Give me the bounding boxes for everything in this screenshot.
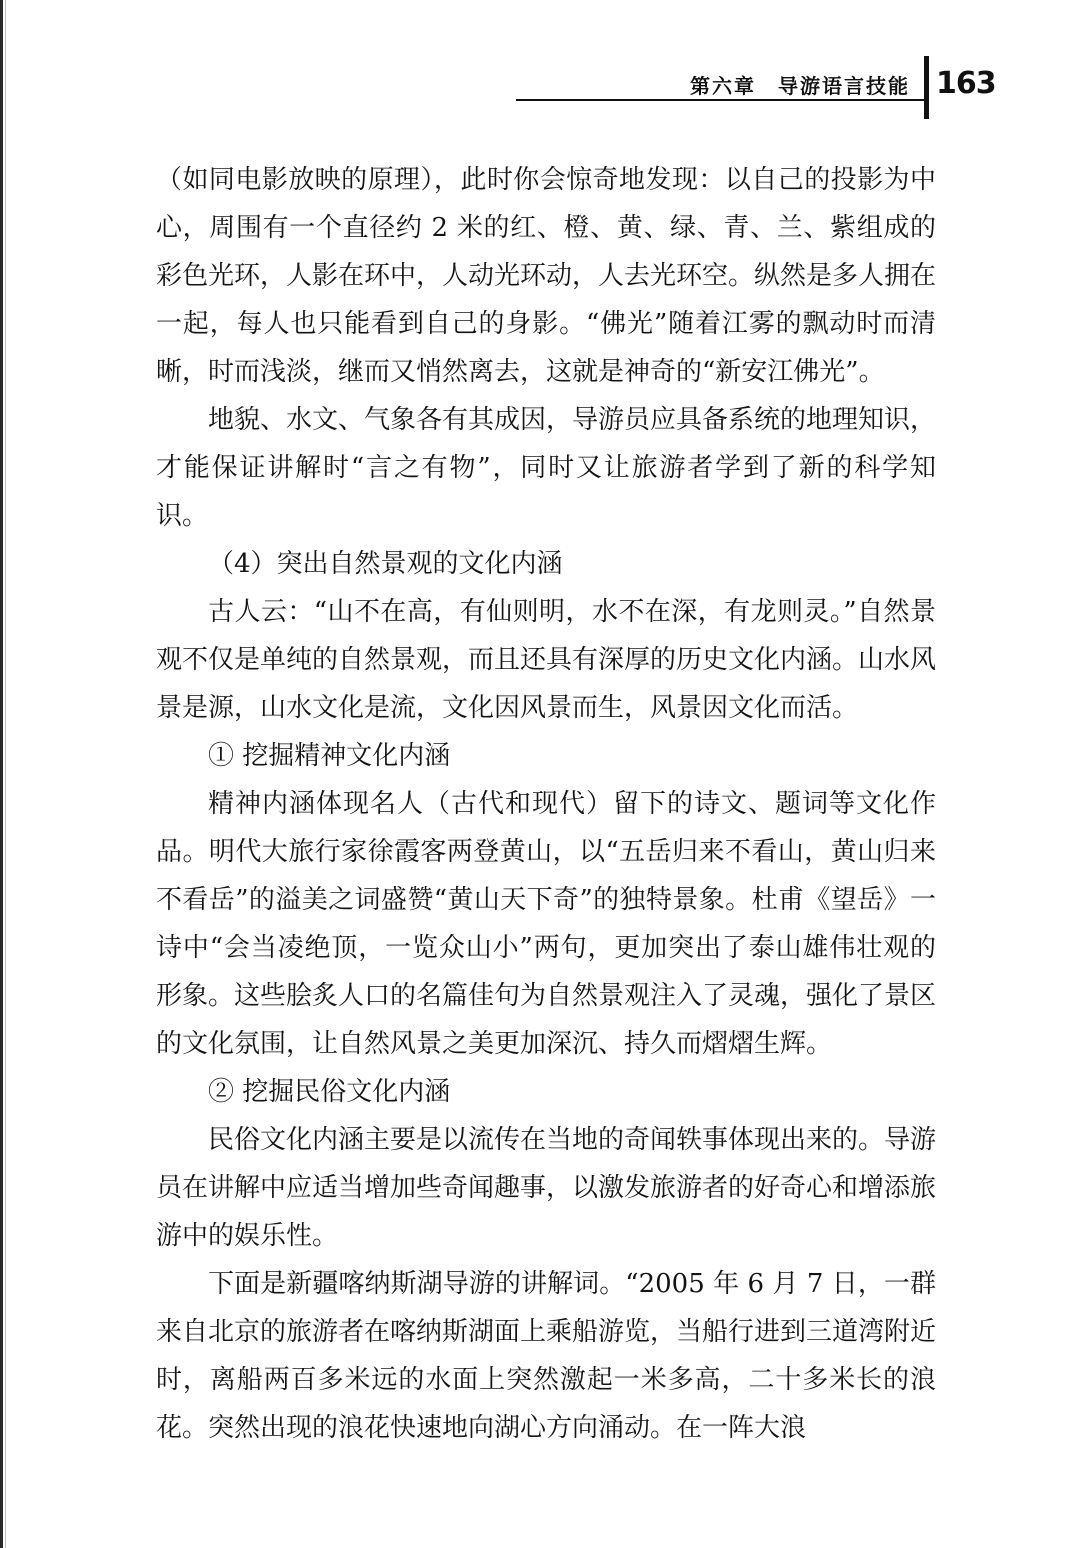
page-edge-shadow xyxy=(5,0,6,1548)
paragraph: （如同电影放映的原理），此时你会惊奇地发现：以自己的投影为中心，周围有一个直径约 2 米的红、橙、黄、绿、青、兰、紫组成的彩色光环，人影在环中，人动光环动，人去光环空。纵然是多人拥在一起，每人也只能看到自己的身影。“佛光”随着江雾的飘动时而清晰，时而浅淡，继而又悄然离去，这就是神奇的“新安江佛光”。 xyxy=(156,165,937,387)
paragraph: 精神内涵体现名人（古代和现代）留下的诗文、题词等文化作品。明代大旅行家徐霞客两登黄山，以“五岳归来不看山，黄山归来不看岳”的溢美之词盛赞“黄山天下奇”的独特景象。杜甫《望岳》一诗中“会当凌绝顶，一览众山小”两句，更加突出了泰山雄伟壮观的形象。这些脍炙人口的名篇佳句为自然景观注入了灵魂，强化了景区的文化氛围，让自然风景之美更加深沉、持久而熠熠生辉。 xyxy=(156,789,937,1059)
running-header xyxy=(0,0,1080,130)
paragraph: 地貌、水文、气象各有其成因，导游员应具备系统的地理知识，才能保证讲解时“言之有物”，同时又让旅游者学到了新的科学知识。 xyxy=(156,405,937,531)
page-edge xyxy=(0,0,3,1548)
subheading: ② 挖掘民俗文化内涵 xyxy=(208,1077,451,1107)
paragraph: 古人云：“山不在高，有仙则明，水不在深，有龙则灵。”自然景观不仅是单纯的自然景观，而且还具有深厚的历史文化内涵。山水风景是源，山水文化是流，文化因风景而生，风景因文化而活。 xyxy=(156,597,937,723)
header-rule xyxy=(516,99,926,101)
subheading: （4）突出自然景观的文化内涵 xyxy=(208,549,563,579)
paragraph: 民俗文化内涵主要是以流传在当地的奇闻轶事体现出来的。导游员在讲解中应适当增加些奇闻趣事，以激发旅游者的好奇心和增添旅游中的娱乐性。 xyxy=(156,1125,937,1251)
body-text xyxy=(156,156,936,1452)
subheading: ① 挖掘精神文化内涵 xyxy=(208,741,451,771)
header-divider xyxy=(924,56,929,119)
paragraph: 下面是新疆喀纳斯湖导游的讲解词。“2005 年 6 月 7 日，一群来自北京的旅游者在喀纳斯湖面上乘船游览，当船行进到三道湾附近时，离船两百多米远的水面上突然激起一米多高，二十多米长的浪花。突然出现的浪花快速地向湖心方向涌动。在一阵大浪 xyxy=(156,1269,937,1443)
chapter-title: 第六章 导游语言技能 xyxy=(690,74,910,98)
page-number: 163 xyxy=(936,66,996,101)
